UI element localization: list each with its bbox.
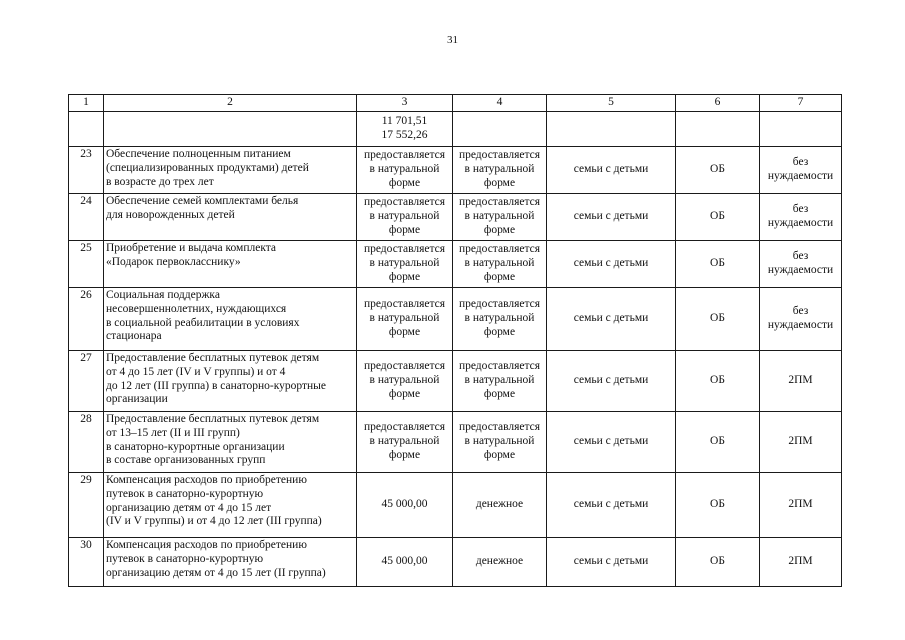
row-number: 30 — [69, 538, 104, 587]
benefit-amount: предоставляется в натуральной форме — [357, 288, 453, 351]
benefit-form: предоставляется в натуральной форме — [453, 288, 547, 351]
benefit-amount: предоставляется в натуральной форме — [357, 351, 453, 412]
benefit-budget: ОБ — [676, 147, 760, 194]
row-number: 25 — [69, 241, 104, 288]
benefit-criterion: без нуждаемости — [760, 147, 842, 194]
table-row — [69, 147, 842, 194]
row-number: 28 — [69, 412, 104, 473]
benefit-form: предоставляется в натуральной форме — [453, 412, 547, 473]
table-row — [69, 288, 842, 351]
benefit-recipients: семьи с детьми — [547, 288, 676, 351]
benefit-form: предоставляется в натуральной форме — [453, 194, 547, 241]
benefit-recipients: семьи с детьми — [547, 194, 676, 241]
benefit-criterion: без нуждаемости — [760, 241, 842, 288]
continuation-row — [69, 112, 842, 147]
continuation-criterion — [760, 112, 842, 147]
table-row — [69, 473, 842, 538]
table-row — [69, 351, 842, 412]
benefit-form: денежное — [453, 473, 547, 538]
header-cell-4: 4 — [453, 95, 547, 112]
benefit-name: Социальная поддержка несовершеннолетних, нуждающихся в социальной реабилитации в условиях стационара — [104, 288, 357, 351]
table-row — [69, 412, 842, 473]
header-cell-2: 2 — [104, 95, 357, 112]
table-row — [69, 241, 842, 288]
benefit-amount: предоставляется в натуральной форме — [357, 241, 453, 288]
benefit-recipients: семьи с детьми — [547, 241, 676, 288]
header-cell-5: 5 — [547, 95, 676, 112]
benefit-criterion: без нуждаемости — [760, 194, 842, 241]
benefit-name: Предоставление бесплатных путевок детям от 13–15 лет (II и III групп) в санаторно-курортные организации в составе организованных групп — [104, 412, 357, 473]
benefit-recipients: семьи с детьми — [547, 351, 676, 412]
header-cell-3: 3 — [357, 95, 453, 112]
continuation-form — [453, 112, 547, 147]
benefit-budget: ОБ — [676, 412, 760, 473]
benefit-budget: ОБ — [676, 538, 760, 587]
benefit-form: предоставляется в натуральной форме — [453, 241, 547, 288]
header-cell-7: 7 — [760, 95, 842, 112]
row-number: 23 — [69, 147, 104, 194]
benefit-amount: предоставляется в натуральной форме — [357, 412, 453, 473]
benefit-name: Компенсация расходов по приобретению путевок в санаторно-курортную организацию детям от 4 до 15 лет (II группа) — [104, 538, 357, 587]
benefit-budget: ОБ — [676, 473, 760, 538]
benefit-form: денежное — [453, 538, 547, 587]
benefit-amount: 45 000,00 — [357, 473, 453, 538]
table-row — [69, 194, 842, 241]
benefit-budget: ОБ — [676, 351, 760, 412]
benefit-amount: предоставляется в натуральной форме — [357, 194, 453, 241]
benefit-recipients: семьи с детьми — [547, 147, 676, 194]
benefit-recipients: семьи с детьми — [547, 412, 676, 473]
benefit-amount: 45 000,00 — [357, 538, 453, 587]
benefit-criterion: 2ПМ — [760, 473, 842, 538]
table-row — [69, 538, 842, 587]
benefit-recipients: семьи с детьми — [547, 538, 676, 587]
row-number: 24 — [69, 194, 104, 241]
benefit-name: Приобретение и выдача комплекта «Подарок первокласснику» — [104, 241, 357, 288]
page-number: 31 — [447, 34, 458, 46]
benefit-form: предоставляется в натуральной форме — [453, 147, 547, 194]
benefit-criterion: 2ПМ — [760, 351, 842, 412]
benefit-criterion: 2ПМ — [760, 538, 842, 587]
benefit-name: Предоставление бесплатных путевок детям от 4 до 15 лет (IV и V группы) и от 4 до 12 лет (III группа) в санаторно-курортные организации — [104, 351, 357, 412]
continuation-name — [104, 112, 357, 147]
benefit-name: Обеспечение полноценным питанием (специализированных продуктами) детей в возрасте до трех лет — [104, 147, 357, 194]
benefit-form: предоставляется в натуральной форме — [453, 351, 547, 412]
continuation-budget — [676, 112, 760, 147]
benefit-name: Обеспечение семей комплектами белья для новорожденных детей — [104, 194, 357, 241]
benefit-recipients: семьи с детьми — [547, 473, 676, 538]
benefit-budget: ОБ — [676, 288, 760, 351]
table-header-row — [69, 95, 842, 112]
header-cell-1: 1 — [69, 95, 104, 112]
header-cell-6: 6 — [676, 95, 760, 112]
benefit-criterion: без нуждаемости — [760, 288, 842, 351]
benefit-amount: предоставляется в натуральной форме — [357, 147, 453, 194]
continuation-recipients — [547, 112, 676, 147]
row-number: 27 — [69, 351, 104, 412]
benefits-table — [68, 94, 842, 587]
continuation-amount: 11 701,51 17 552,26 — [357, 112, 453, 147]
row-number: 29 — [69, 473, 104, 538]
benefit-budget: ОБ — [676, 194, 760, 241]
benefit-criterion: 2ПМ — [760, 412, 842, 473]
continuation-num — [69, 112, 104, 147]
row-number: 26 — [69, 288, 104, 351]
benefit-name: Компенсация расходов по приобретению путевок в санаторно-курортную организацию детям от 4 до 15 лет (IV и V группы) и от 4 до 12 лет (III группа) — [104, 473, 357, 538]
benefit-budget: ОБ — [676, 241, 760, 288]
